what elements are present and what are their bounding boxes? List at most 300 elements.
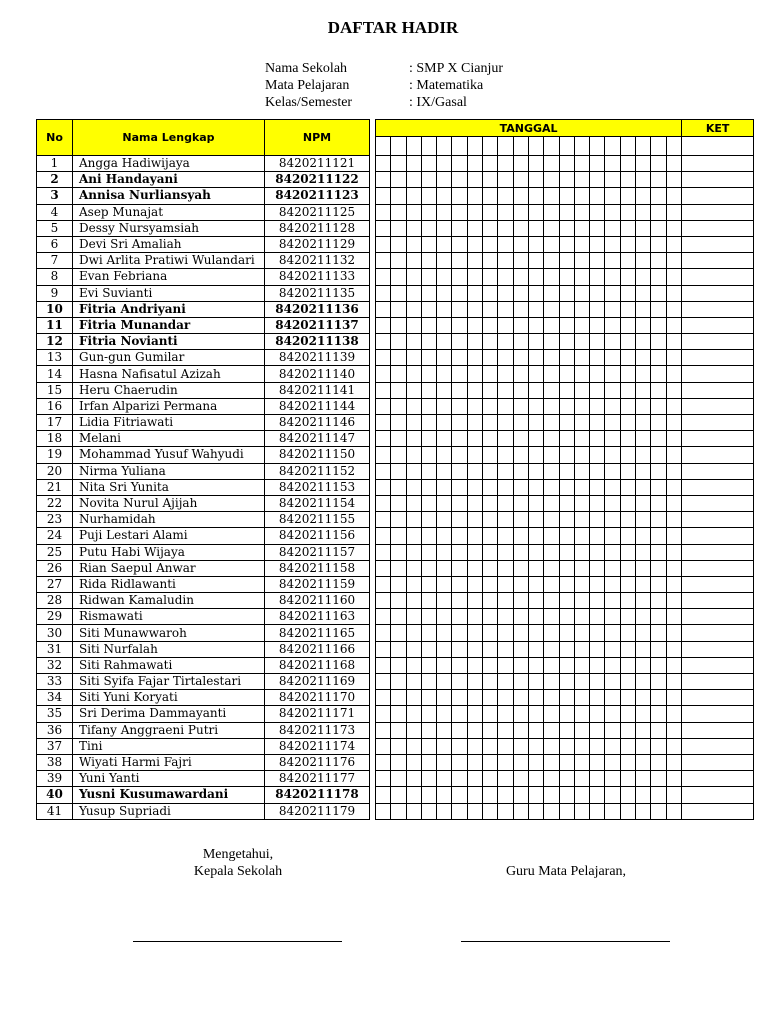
attendance-cell [544,236,559,252]
attendance-cell [452,625,467,641]
table-row [37,738,754,754]
attendance-cell [590,447,605,463]
attendance-cell [666,220,682,236]
attendance-cell [636,172,651,188]
attendance-cell [528,495,543,511]
attendance-cell [406,641,421,657]
attendance-cell [544,495,559,511]
attendance-cell [498,738,513,754]
attendance-cell [452,463,467,479]
attendance-cell [605,220,620,236]
attendance-cell [421,301,436,317]
attendance-cell [391,398,406,414]
attendance-cell [391,204,406,220]
attendance-cell [590,253,605,269]
attendance-cell [406,576,421,592]
row-no: 19 [37,447,73,463]
attendance-cell [666,366,682,382]
date-header-cell [406,137,421,156]
ket-cell [682,625,754,641]
attendance-cell [483,722,498,738]
attendance-cell [391,593,406,609]
attendance-cell [620,771,635,787]
attendance-cell [437,690,452,706]
row-npm: 8420211122 [265,172,370,188]
attendance-cell [544,576,559,592]
attendance-cell [376,771,391,787]
attendance-cell [467,560,482,576]
attendance-cell [620,544,635,560]
header-name: Nama Lengkap [73,120,265,156]
attendance-cell [666,285,682,301]
row-npm: 8420211157 [265,544,370,560]
attendance-cell [620,609,635,625]
row-npm: 8420211170 [265,690,370,706]
attendance-cell [636,156,651,172]
attendance-cell [467,771,482,787]
attendance-cell [544,690,559,706]
attendance-cell [605,544,620,560]
attendance-cell [452,771,467,787]
attendance-cell [437,560,452,576]
attendance-cell [391,172,406,188]
attendance-cell [544,544,559,560]
attendance-cell [467,544,482,560]
table-row [37,269,754,285]
attendance-cell [666,787,682,803]
attendance-cell [467,754,482,770]
attendance-cell [391,625,406,641]
attendance-cell [544,431,559,447]
attendance-cell [406,512,421,528]
attendance-cell [467,657,482,673]
row-name: Angga Hadiwijaya [73,156,265,172]
attendance-cell [651,236,666,252]
attendance-cell [651,253,666,269]
attendance-cell [421,787,436,803]
attendance-cell [406,706,421,722]
attendance-cell [559,350,574,366]
attendance-cell [467,738,482,754]
attendance-cell [452,787,467,803]
attendance-cell [513,285,528,301]
attendance-cell [620,512,635,528]
attendance-cell [376,382,391,398]
table-row [37,787,754,803]
attendance-cell [574,560,589,576]
attendance-cell [574,220,589,236]
attendance-cell [452,609,467,625]
row-no: 29 [37,609,73,625]
attendance-cell [590,593,605,609]
attendance-cell [636,366,651,382]
table-row [37,754,754,770]
attendance-cell [590,156,605,172]
row-npm: 8420211121 [265,156,370,172]
attendance-cell [421,447,436,463]
attendance-cell [605,706,620,722]
attendance-cell [666,512,682,528]
ket-cell [682,512,754,528]
attendance-cell [421,415,436,431]
attendance-cell [590,415,605,431]
header-tanggal: TANGGAL [376,120,682,137]
table-row [37,593,754,609]
attendance-cell [574,398,589,414]
row-npm: 8420211177 [265,771,370,787]
attendance-cell [437,625,452,641]
row-npm: 8420211171 [265,706,370,722]
attendance-cell [452,674,467,690]
attendance-cell [574,334,589,350]
attendance-cell [605,463,620,479]
attendance-cell [498,285,513,301]
attendance-cell [391,706,406,722]
attendance-cell [636,463,651,479]
table-row [37,495,754,511]
attendance-cell [513,156,528,172]
table-row [37,803,754,819]
attendance-cell [437,172,452,188]
attendance-cell [666,754,682,770]
attendance-cell [651,738,666,754]
attendance-cell [498,236,513,252]
attendance-cell [636,754,651,770]
attendance-cell [498,334,513,350]
attendance-cell [437,236,452,252]
attendance-cell [498,447,513,463]
attendance-cell [513,738,528,754]
attendance-cell [498,690,513,706]
attendance-cell [467,156,482,172]
attendance-cell [574,463,589,479]
attendance-cell [406,560,421,576]
attendance-cell [391,463,406,479]
table-row [37,204,754,220]
attendance-cell [498,560,513,576]
attendance-cell [437,576,452,592]
table-row [37,431,754,447]
table-row [37,398,754,414]
attendance-cell [574,754,589,770]
attendance-cell [406,544,421,560]
attendance-cell [620,350,635,366]
attendance-cell [651,415,666,431]
attendance-cell [590,706,605,722]
attendance-cell [437,754,452,770]
attendance-cell [391,657,406,673]
table-row [37,463,754,479]
row-name: Sri Derima Dammayanti [73,706,265,722]
attendance-cell [513,609,528,625]
attendance-cell [636,771,651,787]
attendance-cell [421,657,436,673]
row-name: Siti Yuni Koryati [73,690,265,706]
attendance-cell [391,301,406,317]
attendance-cell [666,188,682,204]
attendance-cell [636,593,651,609]
row-no: 17 [37,415,73,431]
attendance-cell [544,528,559,544]
row-npm: 8420211163 [265,609,370,625]
attendance-cell [391,803,406,819]
attendance-cell [406,398,421,414]
row-name: Siti Rahmawati [73,657,265,673]
attendance-cell [437,674,452,690]
attendance-cell [452,301,467,317]
attendance-cell [620,253,635,269]
row-name: Nita Sri Yunita [73,479,265,495]
table-row [37,317,754,333]
attendance-cell [559,415,574,431]
attendance-cell [391,188,406,204]
ket-cell [682,479,754,495]
attendance-cell [559,787,574,803]
row-name: Ani Handayani [73,172,265,188]
attendance-cell [590,690,605,706]
attendance-cell [544,334,559,350]
attendance-cell [406,431,421,447]
attendance-cell [636,641,651,657]
attendance-cell [391,334,406,350]
attendance-cell [544,787,559,803]
attendance-cell [666,236,682,252]
attendance-cell [421,350,436,366]
row-npm: 8420211153 [265,479,370,495]
attendance-cell [452,285,467,301]
attendance-cell [620,415,635,431]
attendance-cell [666,738,682,754]
row-npm: 8420211160 [265,593,370,609]
attendance-cell [544,415,559,431]
attendance-cell [421,528,436,544]
attendance-cell [376,479,391,495]
attendance-cell [528,398,543,414]
attendance-cell [483,593,498,609]
attendance-cell [528,269,543,285]
attendance-cell [483,803,498,819]
attendance-cell [498,382,513,398]
attendance-cell [437,657,452,673]
attendance-cell [437,253,452,269]
attendance-cell [590,350,605,366]
row-npm: 8420211136 [265,301,370,317]
attendance-cell [620,576,635,592]
attendance-cell [605,334,620,350]
attendance-cell [559,398,574,414]
attendance-cell [406,722,421,738]
attendance-cell [406,188,421,204]
attendance-cell [620,803,635,819]
attendance-cell [544,366,559,382]
attendance-cell [498,512,513,528]
attendance-cell [513,641,528,657]
ket-cell [682,706,754,722]
attendance-cell [467,609,482,625]
ket-cell [682,382,754,398]
attendance-cell [574,350,589,366]
attendance-cell [406,787,421,803]
attendance-cell [406,415,421,431]
attendance-cell [636,706,651,722]
attendance-cell [513,722,528,738]
row-no: 33 [37,674,73,690]
attendance-cell [483,285,498,301]
ket-cell [682,722,754,738]
attendance-cell [605,657,620,673]
attendance-cell [651,674,666,690]
attendance-cell [437,382,452,398]
attendance-cell [636,657,651,673]
attendance-cell [513,269,528,285]
attendance-cell [467,690,482,706]
attendance-cell [483,609,498,625]
attendance-cell [406,463,421,479]
attendance-cell [636,528,651,544]
attendance-cell [559,447,574,463]
attendance-cell [636,544,651,560]
row-npm: 8420211144 [265,398,370,414]
attendance-cell [605,528,620,544]
attendance-cell [605,576,620,592]
attendance-cell [620,738,635,754]
attendance-cell [513,220,528,236]
ket-cell [682,285,754,301]
attendance-cell [544,285,559,301]
attendance-cell [559,479,574,495]
attendance-cell [391,560,406,576]
attendance-cell [574,172,589,188]
attendance-cell [467,301,482,317]
ket-cell [682,787,754,803]
attendance-cell [651,301,666,317]
attendance-cell [590,431,605,447]
attendance-cell [559,285,574,301]
attendance-cell [421,625,436,641]
attendance-cell [636,447,651,463]
attendance-cell [666,479,682,495]
attendance-cell [559,560,574,576]
table-row [37,156,754,172]
attendance-cell [452,253,467,269]
attendance-cell [391,771,406,787]
attendance-cell [666,350,682,366]
attendance-cell [651,447,666,463]
attendance-cell [391,674,406,690]
attendance-cell [636,220,651,236]
attendance-cell [605,269,620,285]
attendance-cell [651,657,666,673]
table-row [37,447,754,463]
ket-cell [682,398,754,414]
attendance-cell [391,787,406,803]
attendance-cell [376,172,391,188]
document-title: DAFTAR HADIR [327,18,459,37]
attendance-cell [376,334,391,350]
attendance-cell [620,366,635,382]
attendance-cell [467,593,482,609]
attendance-cell [544,560,559,576]
attendance-cell [559,317,574,333]
attendance-cell [666,301,682,317]
attendance-cell [483,674,498,690]
row-no: 12 [37,334,73,350]
attendance-cell [391,512,406,528]
attendance-cell [452,236,467,252]
attendance-cell [528,447,543,463]
attendance-cell [620,593,635,609]
attendance-cell [590,560,605,576]
row-npm: 8420211169 [265,674,370,690]
attendance-cell [666,431,682,447]
attendance-cell [376,641,391,657]
attendance-cell [391,156,406,172]
attendance-cell [483,512,498,528]
attendance-cell [406,738,421,754]
attendance-cell [605,738,620,754]
table-row [37,657,754,673]
attendance-cell [544,754,559,770]
attendance-cell [498,253,513,269]
attendance-cell [605,690,620,706]
row-name: Hasna Nafisatul Azizah [73,366,265,382]
attendance-cell [513,803,528,819]
attendance-cell [421,722,436,738]
attendance-cell [528,415,543,431]
ket-cell [682,738,754,754]
attendance-cell [651,512,666,528]
attendance-cell [544,803,559,819]
attendance-cell [376,447,391,463]
ket-cell [682,204,754,220]
attendance-cell [391,447,406,463]
attendance-cell [544,317,559,333]
attendance-cell [421,495,436,511]
attendance-cell [528,625,543,641]
attendance-cell [483,431,498,447]
attendance-cell [559,722,574,738]
teacher-label: Guru Mata Pelajaran, [505,864,627,879]
row-npm: 8420211123 [265,188,370,204]
row-no: 2 [37,172,73,188]
row-npm: 8420211168 [265,657,370,673]
row-npm: 8420211165 [265,625,370,641]
attendance-cell [483,706,498,722]
attendance-cell [605,415,620,431]
row-npm: 8420211128 [265,220,370,236]
attendance-cell [376,738,391,754]
table-row [37,172,754,188]
attendance-cell [513,754,528,770]
attendance-cell [574,738,589,754]
attendance-cell [406,771,421,787]
attendance-cell [376,674,391,690]
attendance-cell [544,625,559,641]
attendance-cell [452,754,467,770]
attendance-cell [636,301,651,317]
attendance-cell [421,431,436,447]
attendance-cell [467,415,482,431]
attendance-cell [483,156,498,172]
attendance-cell [421,754,436,770]
attendance-cell [437,593,452,609]
attendance-cell [590,576,605,592]
row-name: Siti Syifa Fajar Tirtalestari [73,674,265,690]
attendance-cell [391,754,406,770]
attendance-cell [528,657,543,673]
attendance-cell [620,754,635,770]
attendance-cell [574,188,589,204]
